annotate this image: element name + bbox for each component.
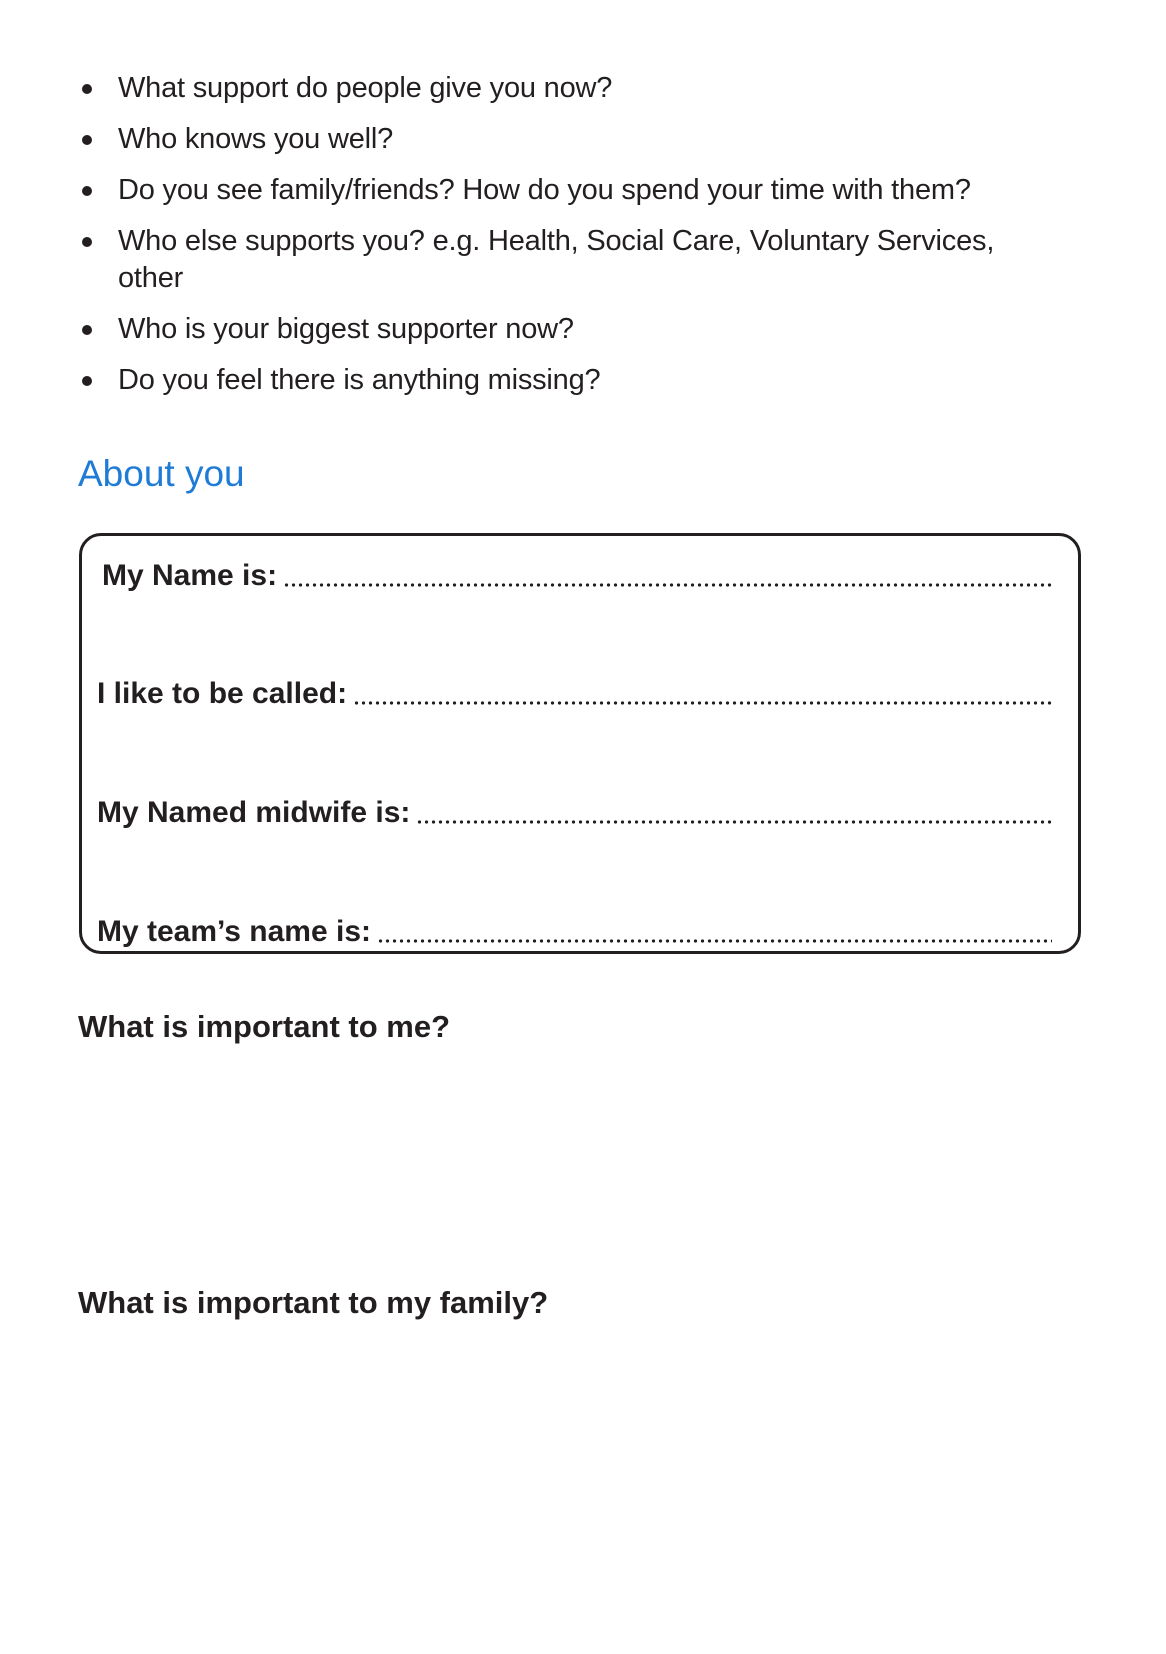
team-name-field[interactable] (97, 912, 1052, 952)
preferred-name-field[interactable] (97, 674, 1052, 714)
prompt-text: Do you see family/friends? How do you spend your time with them? (118, 174, 971, 206)
list-item (78, 172, 1058, 209)
list-item (78, 362, 1058, 399)
preferred-name-field-label: I like to be called: (97, 677, 348, 710)
bullet-icon (82, 135, 92, 145)
prompt-text: Who is your biggest supporter now? (118, 313, 574, 345)
prompt-text: Who else supports you? e.g. Health, Social Care, Voluntary Services, other (118, 225, 995, 294)
team-name-field-line[interactable] (377, 939, 1052, 943)
list-item (78, 121, 1058, 158)
midwife-field[interactable] (97, 793, 1052, 833)
list-item (78, 223, 1058, 297)
bullet-icon (82, 237, 92, 247)
midwife-field-line[interactable] (416, 820, 1052, 824)
prompt-text: What support do people give you now? (118, 72, 613, 104)
bullet-icon (82, 325, 92, 335)
name-field-label: My Name is: (102, 559, 278, 592)
name-field[interactable] (102, 556, 1052, 596)
name-field-line[interactable] (283, 583, 1052, 587)
prompt-list (78, 70, 1058, 413)
section-title-about-you: About you (78, 453, 245, 494)
question-important-to-family: What is important to my family? (78, 1285, 549, 1320)
bullet-icon (82, 186, 92, 196)
about-you-form (79, 533, 1081, 954)
bullet-icon (82, 376, 92, 386)
list-item (78, 311, 1058, 348)
prompt-text: Who knows you well? (118, 123, 394, 155)
list-item (78, 70, 1058, 107)
preferred-name-field-line[interactable] (353, 701, 1052, 705)
prompt-text: Do you feel there is anything missing? (118, 364, 601, 396)
bullet-icon (82, 84, 92, 94)
question-important-to-me: What is important to me? (78, 1009, 450, 1044)
team-name-field-label: My team’s name is: (97, 915, 371, 948)
midwife-field-label: My Named midwife is: (97, 796, 411, 829)
